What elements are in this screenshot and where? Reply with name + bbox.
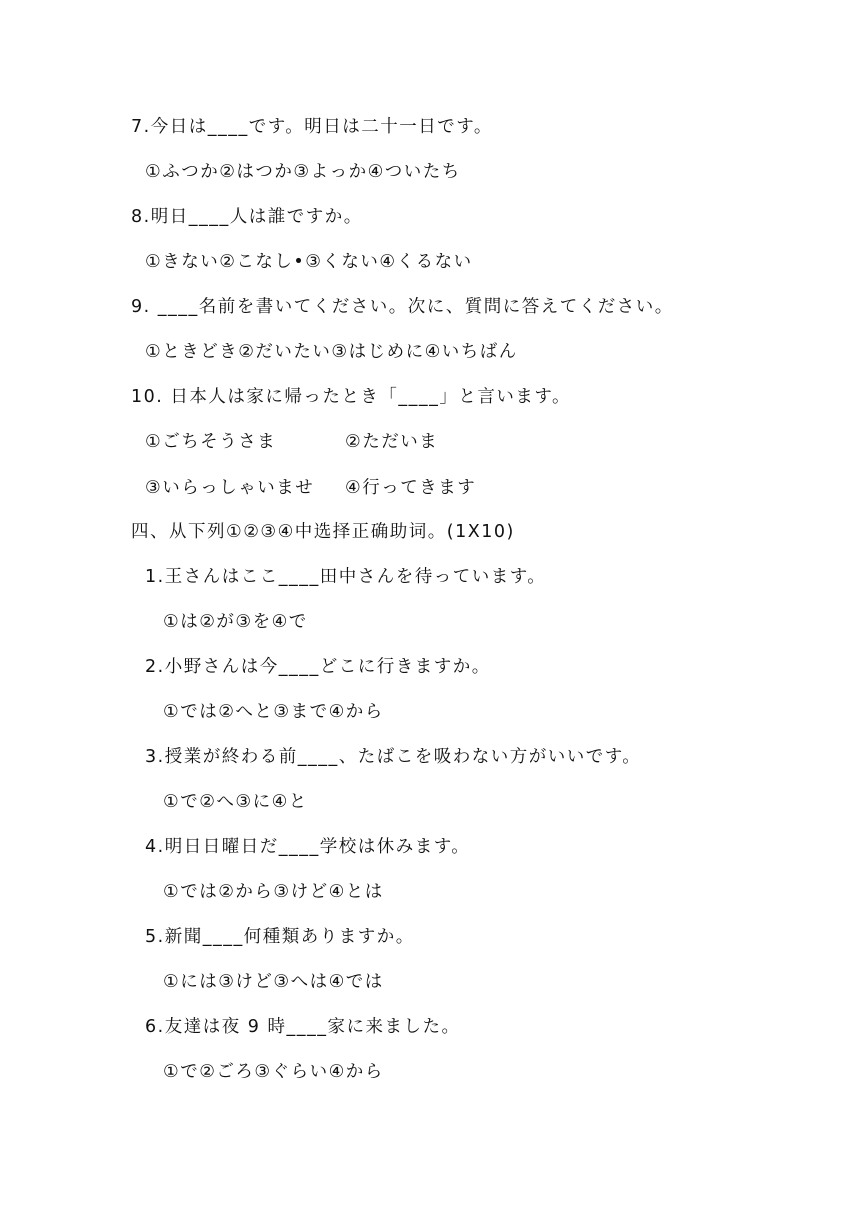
question-8-stem: 8.明日____人は誰ですか。	[131, 207, 363, 227]
section-4-question-5-options: ①には③けど③へは④では	[163, 972, 384, 992]
question-8-options: ①きない②こなし•③くない④くるない	[145, 252, 473, 272]
question-10-stem: 10. 日本人は家に帰ったとき「____」と言います。	[131, 387, 571, 407]
question-10-option-1: ①ごちそうさま	[145, 432, 277, 452]
section-4-question-4-stem: 4.明日日曜日だ____学校は休みます。	[145, 837, 471, 857]
section-4-question-4-options: ①では②から③けど④とは	[163, 882, 384, 902]
section-4-question-6-stem: 6.友達は夜 9 時____家に来ました。	[145, 1017, 461, 1037]
question-10-option-4: ④行ってきます	[345, 478, 477, 498]
section-4-question-1-stem: 1.王さんはここ____田中さんを待っています。	[145, 567, 547, 587]
section-4-question-3-stem: 3.授業が終わる前____、たばこを吸わない方がいいです。	[145, 747, 642, 767]
section-4-heading: 四、从下列①②③④中选择正确助词。(1X10)	[131, 522, 515, 542]
question-7-stem: 7.今日は____です。明日は二十一日です。	[131, 117, 493, 137]
question-9-options: ①ときどき②だいたい③はじめに④いちばん	[145, 342, 518, 362]
question-10-option-2: ②ただいま	[345, 432, 439, 452]
section-4-question-1-options: ①は②が③を④で	[163, 612, 308, 632]
section-4-question-6-options: ①で②ごろ③ぐらい④から	[163, 1062, 384, 1082]
question-10-option-3: ③いらっしゃいませ	[145, 478, 315, 498]
section-4-question-3-options: ①で②へ③に④と	[163, 792, 308, 812]
question-9-stem: 9. ____名前を書いてください。次に、質問に答えてください。	[131, 297, 674, 317]
section-4-question-2-options: ①では②へと③まで④から	[163, 702, 384, 722]
question-7-options: ①ふつか②はつか③よっか④ついたち	[145, 162, 461, 182]
section-4-question-2-stem: 2.小野さんは今____どこに行きますか。	[145, 657, 491, 677]
section-4-question-5-stem: 5.新聞____何種類ありますか。	[145, 927, 415, 947]
